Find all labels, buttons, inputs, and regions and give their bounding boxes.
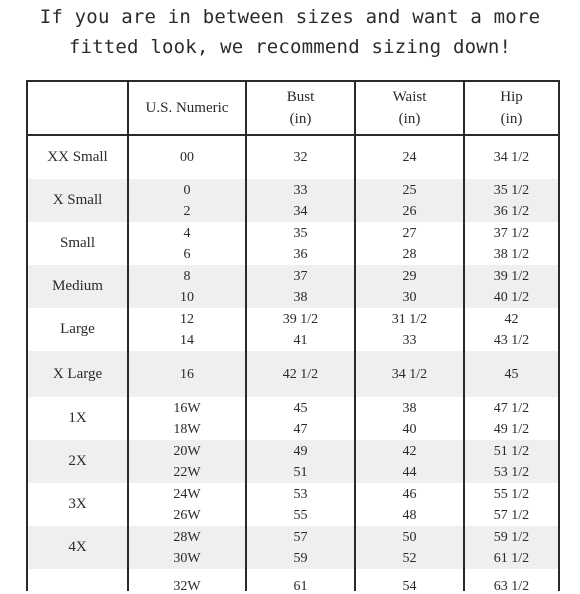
size-chart-table [26, 80, 560, 594]
hip-cell [464, 440, 559, 483]
waist-cell [355, 483, 464, 526]
waist-cell [355, 440, 464, 483]
hip-cell [464, 222, 559, 265]
us-numeric-value: 6 [183, 246, 191, 262]
us-numeric-value: 18W [173, 421, 201, 437]
hip-value: 37 1/2 [493, 225, 530, 241]
bust-value: 55 [293, 507, 308, 523]
size-label: X Large [27, 351, 128, 397]
bust-cell [246, 483, 355, 526]
bust-value: 37 [293, 268, 308, 284]
size-label: 3X [27, 483, 128, 526]
waist-cell [355, 569, 464, 594]
hip-cell [464, 483, 559, 526]
size-label: 4X [27, 526, 128, 569]
table-row [27, 222, 559, 265]
waist-cell: 34 1/2 [355, 351, 464, 397]
us-numeric-cell [128, 308, 246, 351]
us-numeric-cell: 00 [128, 135, 246, 179]
table-row [27, 440, 559, 483]
hip-value: 43 1/2 [493, 332, 530, 348]
bust-cell [246, 440, 355, 483]
waist-cell [355, 265, 464, 308]
header-us-numeric: U.S. Numeric [128, 81, 246, 135]
waist-value: 33 [402, 332, 417, 348]
waist-value: 46 [402, 486, 417, 502]
waist-value: 29 [402, 268, 417, 284]
us-numeric-value: 32W [173, 578, 201, 594]
hip-value: 51 1/2 [493, 443, 530, 459]
bust-value: 57 [293, 529, 308, 545]
waist-value: 25 [402, 182, 417, 198]
hip-value: 63 1/2 [493, 578, 530, 594]
waist-cell [355, 308, 464, 351]
us-numeric-cell [128, 483, 246, 526]
bust-value: 53 [293, 486, 308, 502]
bust-value: 61 [293, 578, 308, 594]
table-row [27, 483, 559, 526]
waist-value: 42 [402, 443, 417, 459]
waist-value: 44 [402, 464, 417, 480]
us-numeric-cell [128, 265, 246, 308]
hip-value: 36 1/2 [493, 203, 530, 219]
bust-value: 35 [293, 225, 308, 241]
bust-cell: 42 1/2 [246, 351, 355, 397]
bust-value: 51 [293, 464, 308, 480]
hip-cell [464, 569, 559, 594]
waist-cell [355, 179, 464, 222]
us-numeric-cell [128, 179, 246, 222]
size-label: Large [27, 308, 128, 351]
us-numeric-value: 8 [183, 268, 191, 284]
bust-value: 34 [293, 203, 308, 219]
bust-cell [246, 569, 355, 594]
hip-cell: 34 1/2 [464, 135, 559, 179]
hip-cell [464, 265, 559, 308]
header-waist-unit: (in) [398, 111, 421, 127]
us-numeric-cell [128, 222, 246, 265]
waist-value: 31 1/2 [391, 311, 428, 327]
bust-cell [246, 526, 355, 569]
table-row [27, 265, 559, 308]
bust-cell [246, 308, 355, 351]
bust-value: 49 [293, 443, 308, 459]
us-numeric-value: 4 [183, 225, 191, 241]
hip-value: 35 1/2 [493, 182, 530, 198]
us-numeric-value: 10 [180, 289, 194, 305]
bust-cell: 32 [246, 135, 355, 179]
size-label: 1X [27, 397, 128, 440]
bust-cell [246, 265, 355, 308]
table-row [27, 135, 559, 179]
us-numeric-value: 26W [173, 507, 201, 523]
bust-value: 41 [293, 332, 308, 348]
table-row [27, 526, 559, 569]
us-numeric-value: 20W [173, 443, 201, 459]
intro-line-2: fitted look, we recommend sizing down! [68, 36, 512, 58]
us-numeric-value: 2 [183, 203, 191, 219]
hip-value: 55 1/2 [493, 486, 530, 502]
hip-cell [464, 179, 559, 222]
waist-value: 52 [402, 550, 417, 566]
hip-value: 40 1/2 [493, 289, 530, 305]
us-numeric-value: 14 [180, 332, 194, 348]
waist-value: 27 [402, 225, 417, 241]
header-bust-unit: (in) [289, 111, 312, 127]
waist-value: 54 [402, 578, 417, 594]
us-numeric-value: 16W [173, 400, 201, 416]
table-row [27, 569, 559, 591]
us-numeric-value: 12 [180, 311, 194, 327]
us-numeric-cell: 16 [128, 351, 246, 397]
hip-value: 42 [504, 311, 519, 327]
hip-value: 61 1/2 [493, 550, 530, 566]
waist-value: 50 [402, 529, 417, 545]
hip-value: 47 1/2 [493, 400, 530, 416]
waist-value: 30 [402, 289, 417, 305]
waist-value: 26 [402, 203, 417, 219]
waist-value: 48 [402, 507, 417, 523]
hip-value: 39 1/2 [493, 268, 530, 284]
table-row [27, 179, 559, 222]
table-row [27, 308, 559, 351]
us-numeric-value: 0 [183, 182, 191, 198]
header-hip-unit: (in) [500, 111, 523, 127]
waist-cell [355, 222, 464, 265]
header-bust [246, 81, 355, 135]
table-row [27, 351, 559, 397]
us-numeric-cell [128, 397, 246, 440]
size-label [27, 569, 128, 591]
us-numeric-cell [128, 526, 246, 569]
bust-cell [246, 222, 355, 265]
hip-value: 59 1/2 [493, 529, 530, 545]
header-waist-label: Waist [392, 89, 427, 105]
bust-cell [246, 179, 355, 222]
bust-value: 47 [293, 421, 308, 437]
header-row [27, 81, 559, 135]
bust-value: 33 [293, 182, 308, 198]
hip-cell [464, 397, 559, 440]
waist-cell: 24 [355, 135, 464, 179]
hip-value: 57 1/2 [493, 507, 530, 523]
us-numeric-value: 24W [173, 486, 201, 502]
header-hip [464, 81, 559, 135]
bust-value: 38 [293, 289, 308, 305]
size-label: Small [27, 222, 128, 265]
us-numeric-value: 28W [173, 529, 201, 545]
waist-cell [355, 397, 464, 440]
us-numeric-value: 30W [173, 550, 201, 566]
waist-value: 38 [402, 400, 417, 416]
waist-cell [355, 526, 464, 569]
size-label: Medium [27, 265, 128, 308]
header-size [27, 81, 128, 135]
bust-cell [246, 397, 355, 440]
hip-value: 49 1/2 [493, 421, 530, 437]
waist-value: 40 [402, 421, 417, 437]
us-numeric-cell [128, 440, 246, 483]
bust-value: 36 [293, 246, 308, 262]
header-waist [355, 81, 464, 135]
waist-value: 28 [402, 246, 417, 262]
us-numeric-cell [128, 569, 246, 594]
bust-value: 59 [293, 550, 308, 566]
hip-cell [464, 526, 559, 569]
hip-value: 53 1/2 [493, 464, 530, 480]
header-bust-label: Bust [286, 89, 315, 105]
hip-cell: 45 [464, 351, 559, 397]
us-numeric-value: 22W [173, 464, 201, 480]
header-hip-label: Hip [500, 89, 523, 105]
size-label: X Small [27, 179, 128, 222]
table-row [27, 397, 559, 440]
bust-value: 39 1/2 [282, 311, 319, 327]
intro-line-1: If you are in between sizes and want a more [39, 6, 541, 28]
size-label: 2X [27, 440, 128, 483]
size-label: XX Small [27, 135, 128, 179]
hip-cell [464, 308, 559, 351]
bust-value: 45 [293, 400, 308, 416]
hip-value: 38 1/2 [493, 246, 530, 262]
